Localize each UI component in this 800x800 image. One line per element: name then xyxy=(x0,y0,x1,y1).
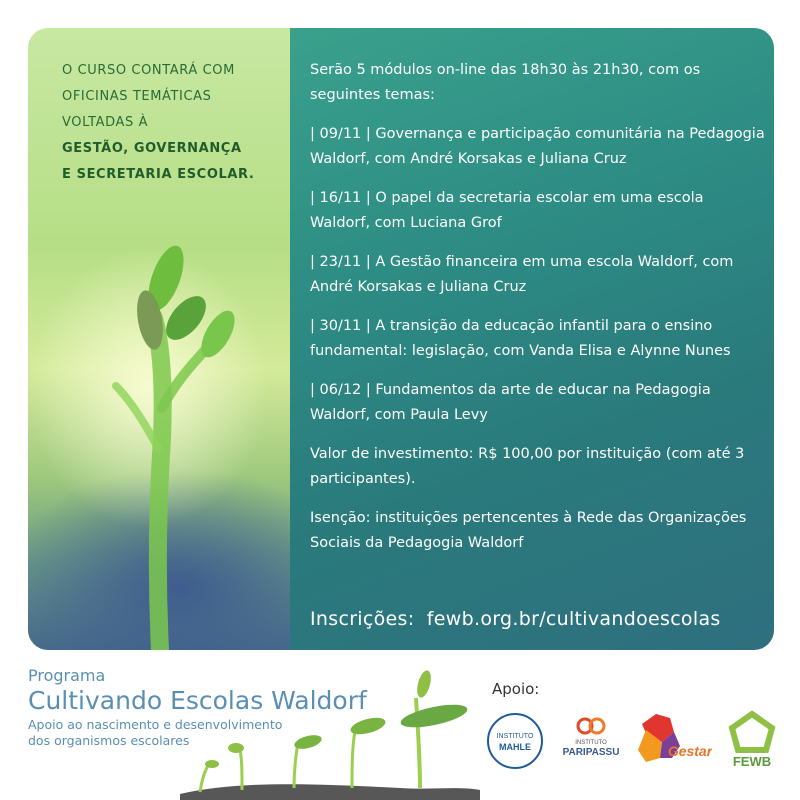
info-panel xyxy=(290,28,774,650)
paripassu-name-text: PARIPASSU xyxy=(562,747,620,758)
intro-line: OFICINAS TEMÁTICAS xyxy=(62,89,212,104)
mahle-top-text: INSTITUTO xyxy=(496,733,534,740)
event-card xyxy=(28,28,774,650)
paripassu-top-text: INSTITUTO xyxy=(575,740,607,746)
sprout-illustration xyxy=(98,238,238,650)
exemption-text: Isenção: instituições pertencentes à Rede das Organizações Sociais da Pedagogia Waldorf xyxy=(310,510,747,551)
intro-highlight: E SECRETARIA ESCOLAR. xyxy=(62,167,255,182)
support-label: Apoio: xyxy=(492,680,540,698)
program-title: Cultivando Escolas Waldorf xyxy=(28,686,367,715)
module-item: | 06/12 | Fundamentos da arte de educar na Pedagogia Waldorf, com Paula Levy xyxy=(310,382,711,423)
instituto-mahle-logo xyxy=(486,712,544,770)
signup-link[interactable]: fewb.org.br/cultivandoescolas xyxy=(426,608,721,630)
instituto-paripassu-logo xyxy=(556,716,626,762)
intro-line: VOLTADAS À xyxy=(62,115,149,130)
program-label: Programa xyxy=(28,666,106,685)
fewb-logo xyxy=(724,710,780,770)
intro-text xyxy=(62,58,282,188)
intro-line: O CURSO CONTARÁ COM xyxy=(62,63,235,78)
signup-line xyxy=(310,608,721,630)
gestar-text: Gestar xyxy=(667,743,712,759)
gestar-logo xyxy=(636,712,712,768)
program-subtitle: Apoio ao nascimento e desenvolvimento xyxy=(28,717,283,732)
signup-label: Inscrições: xyxy=(310,608,415,630)
illustration-panel xyxy=(28,28,290,650)
module-item: | 30/11 | A transição da educação infantil para o ensino fundamental: legislação, com Vanda Elisa e Alynne Nunes xyxy=(310,318,731,359)
course-lead: Serão 5 módulos on-line das 18h30 às 21h30, com os seguintes temas: xyxy=(310,62,701,103)
price-text: Valor de investimento: R$ 100,00 por instituição (com até 3 participantes). xyxy=(310,446,745,487)
module-item: | 09/11 | Governança e participação comunitária na Pedagogia Waldorf, com André Korsakas e Juliana Cruz xyxy=(310,126,765,167)
course-details xyxy=(310,58,766,570)
seedlings-illustration xyxy=(180,668,480,800)
intro-highlight: GESTÃO, GOVERNANÇA xyxy=(62,141,242,156)
mahle-name-text: MAHLE xyxy=(499,742,531,752)
module-item: | 23/11 | A Gestão financeira em uma escola Waldorf, com André Korsakas e Juliana Cruz xyxy=(310,254,734,295)
program-subtitle: dos organismos escolares xyxy=(28,733,190,748)
fewb-text: FEWB xyxy=(732,754,772,769)
module-item: | 16/11 | O papel da secretaria escolar em uma escola Waldorf, com Luciana Grof xyxy=(310,190,704,231)
